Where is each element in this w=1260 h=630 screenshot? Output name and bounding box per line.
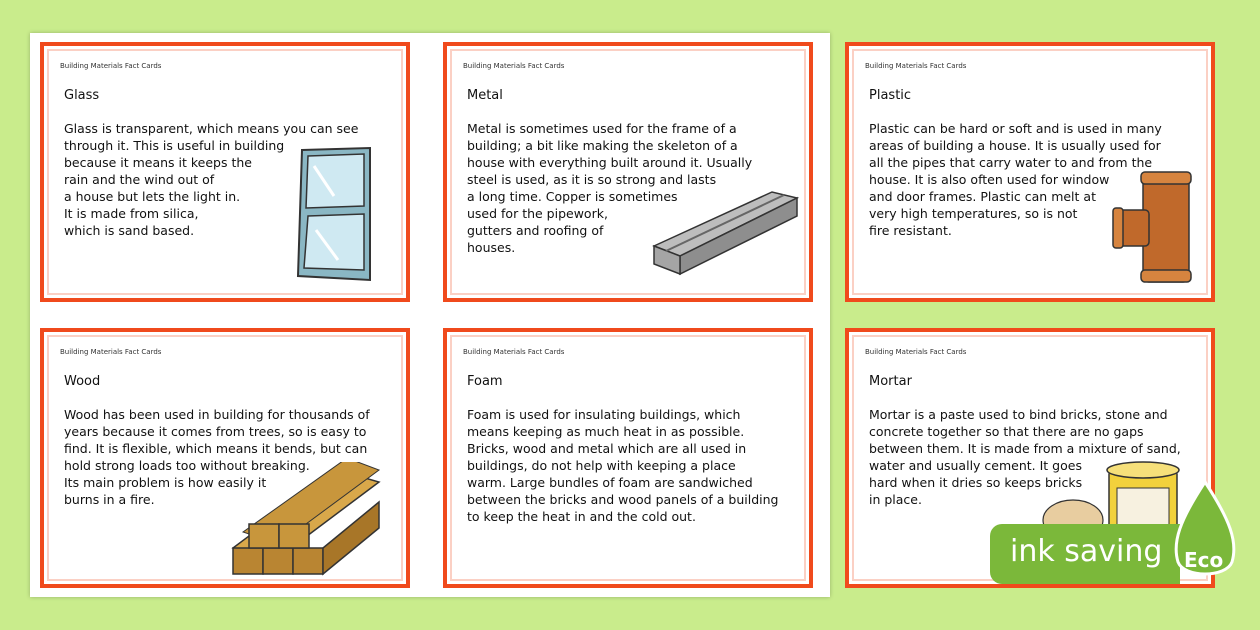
window-icon bbox=[294, 146, 374, 286]
card-body: Wood has been used in building for thousands of years because it comes from trees, so is easy to find. It is flexible, which means it bends, but can hold strong loads too without breaking. Its main problem is how easily it burns in a fire. bbox=[64, 407, 370, 507]
card-header: Building Materials Fact Cards bbox=[865, 348, 967, 356]
card-body: Glass is transparent, which means you can see through it. This is useful in building because it means it keeps the rain and the wind out of a house but lets the light in. It is made from silica, which is sand based. bbox=[64, 121, 359, 238]
card-title: Wood bbox=[64, 374, 101, 389]
card-title: Mortar bbox=[869, 374, 912, 389]
ink-saving-label: ink saving bbox=[1010, 534, 1163, 569]
eco-label: Eco bbox=[1184, 548, 1224, 572]
ink-saving-badge bbox=[990, 478, 1260, 588]
card-title: Foam bbox=[467, 374, 503, 389]
fact-card-foam bbox=[443, 328, 813, 588]
fact-card-wood bbox=[40, 328, 410, 588]
card-header: Building Materials Fact Cards bbox=[463, 348, 565, 356]
card-header: Building Materials Fact Cards bbox=[60, 62, 162, 70]
card-title: Metal bbox=[467, 88, 503, 103]
pipe-icon bbox=[1111, 170, 1207, 286]
card-body: Mortar is a paste used to bind bricks, stone and concrete together so that there are no gaps between them. It is made from a mixture of sand, water and usually cement. It goes hard when it dries so keeps bricks in place. bbox=[869, 407, 1181, 507]
fact-card-plastic bbox=[845, 42, 1215, 302]
card-body: Plastic can be hard or soft and is used in many areas of building a house. It is usually used for all the pipes that carry water to and from the house. It is also often used for window and door frames. Plastic can melt at very high temperatures, so is not fire resistant. bbox=[869, 121, 1162, 238]
fact-card-glass bbox=[40, 42, 410, 302]
card-header: Building Materials Fact Cards bbox=[60, 348, 162, 356]
timber-icon bbox=[229, 462, 389, 580]
steel-beam-icon bbox=[652, 186, 802, 281]
card-body: Metal is sometimes used for the frame of a building; a bit like making the skeleton of a house with everything built around it. Usually steel is used, as it is so strong and lasts a long time. Copper is sometimes used for the pipework, gutters and roofing of houses. bbox=[467, 121, 753, 255]
card-body: Foam is used for insulating buildings, which means keeping as much heat in as possible. Bricks, wood and metal which are all used in buildings, do not help with keeping a place warm. Large bundles of foam are sandwiched between the bricks and wood panels of a building to keep the heat in and the cold out. bbox=[467, 407, 779, 524]
card-title: Glass bbox=[64, 88, 100, 103]
card-header: Building Materials Fact Cards bbox=[463, 62, 565, 70]
fact-card-metal bbox=[443, 42, 813, 302]
card-title: Plastic bbox=[869, 88, 912, 103]
card-header: Building Materials Fact Cards bbox=[865, 62, 967, 70]
